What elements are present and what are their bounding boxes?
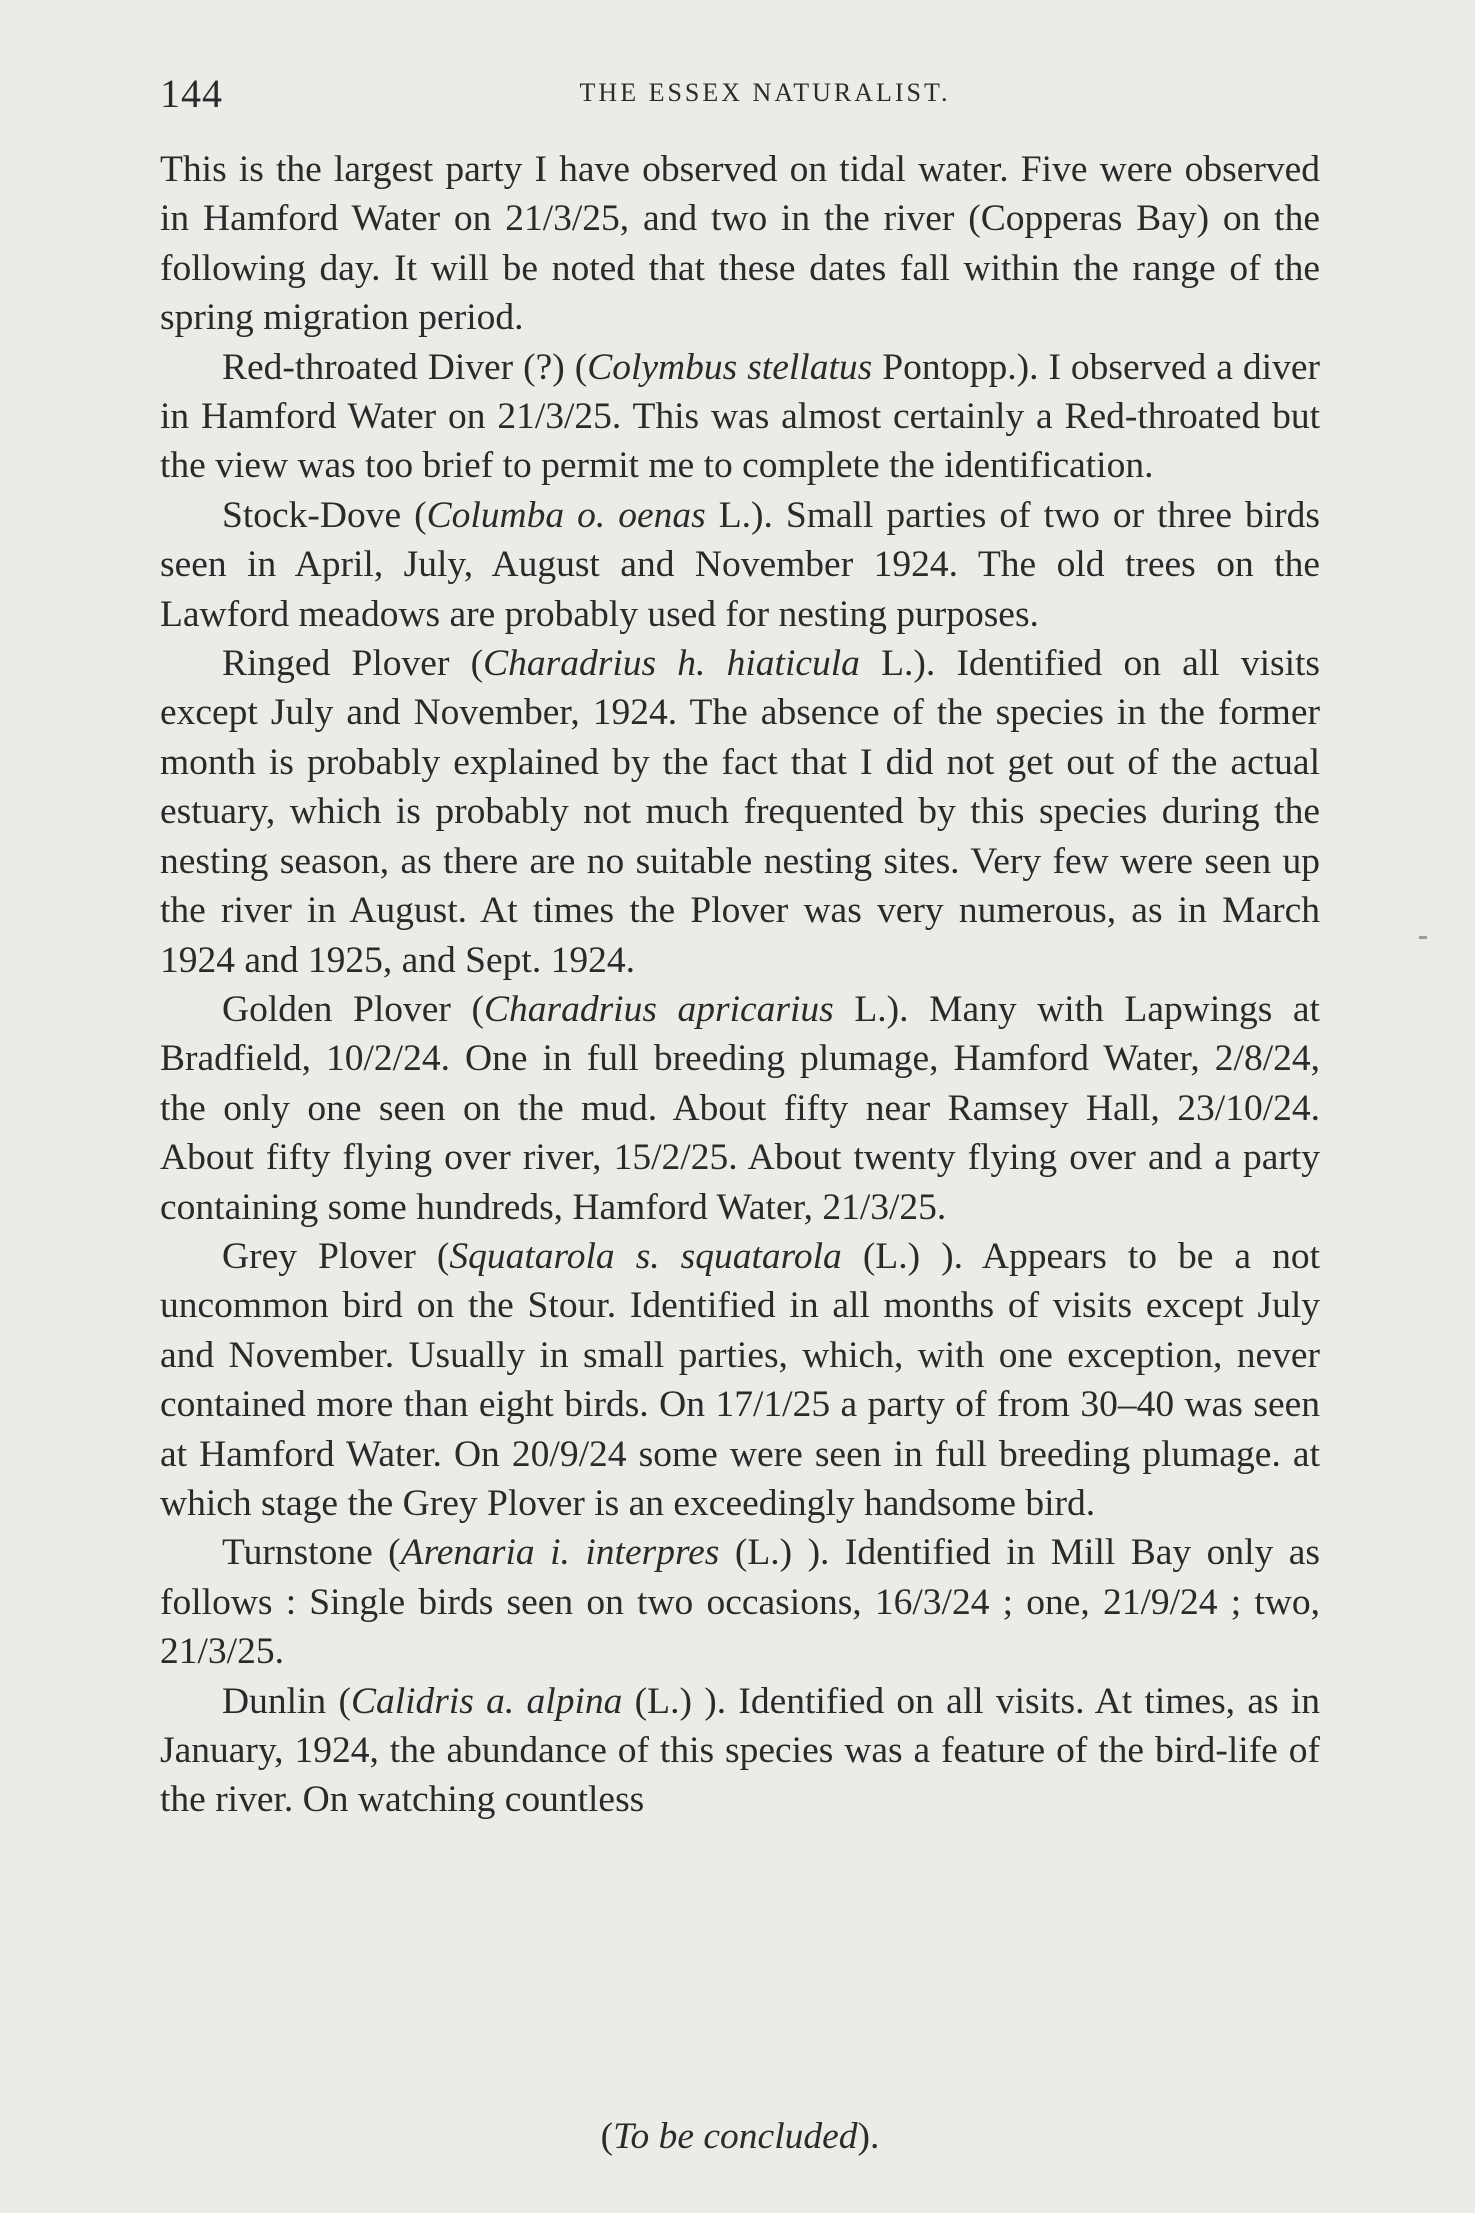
page-number: 144 — [160, 71, 223, 116]
entry-red-throated-diver — [160, 343, 1320, 491]
species-common-name: Grey Plover ( — [222, 1235, 450, 1277]
species-common-name: Ringed Plover ( — [222, 643, 484, 685]
entry-stock-dove — [160, 491, 1320, 639]
entry-grey-plover — [160, 1232, 1320, 1528]
species-scientific-name: Calidris a. alpina — [350, 1680, 623, 1722]
note-text: To be concluded — [613, 2116, 858, 2157]
species-scientific-name: Squatarola s. squatarola — [449, 1235, 842, 1277]
entry-text: L.). Identified on all visits except July and November, 1924. The absence of the species in the former month is probably explained by the fact that I did not get out of the actual estuary, which is probably not much frequented by this species during the nesting season, as there are no suitable nesting sites. Very few were seen up the river in August. At times the Plover was very numerous, as in March 1924 and 1925, and Sept. 1924. — [160, 643, 1321, 981]
paragraph-continued-from-previous-page — [160, 145, 1320, 343]
note-close: ). — [857, 2116, 880, 2157]
species-scientific-name: Columba o. oenas — [426, 494, 706, 536]
entry-ringed-plover — [160, 639, 1320, 985]
entry-turnstone — [160, 1528, 1320, 1676]
species-common-name: Stock-Dove ( — [222, 494, 427, 536]
entry-text: L.). Small parties of two or three birds seen in April, July, August and November 1924. The old trees on the Lawford meadows are probably used for nesting purposes. — [160, 494, 1321, 635]
species-common-name: Red-throated Diver (?) ( — [222, 346, 588, 388]
entry-dunlin — [160, 1677, 1320, 1825]
entry-text: (L.) ). Appears to be a not uncommon bird on the Stour. Identified in all months of visits except July and November. Usually in small parties, which, with one exception, never contained more than eight birds. On 17/1/25 a party of from 30–40 was seen at Hamford Water. On 20/9/24 some were seen in full breeding plumage. at which stage the Grey Plover is an exceedingly handsome bird. — [160, 1235, 1321, 1524]
continuation-note — [160, 2112, 1320, 2161]
entry-golden-plover — [160, 985, 1320, 1232]
entry-text: (L.) ). Identified in Mill Bay only as follows : Single birds seen on two occasions, 16/3/24 ; one, 21/9/24 ; two, 21/3/25. — [160, 1532, 1320, 1673]
print-speck — [1419, 936, 1427, 939]
note-open: ( — [600, 2116, 614, 2157]
species-common-name: Turnstone ( — [222, 1532, 401, 1574]
species-common-name: Dunlin ( — [222, 1680, 351, 1722]
species-scientific-name: Charadrius h. hiaticula — [483, 643, 860, 685]
entry-text: (L.) ). Identified on all visits. At times, as in January, 1924, the abundance of this species was a feature of the bird-life of the river. On watching countless — [160, 1680, 1320, 1821]
running-head — [160, 70, 1330, 120]
journal-title: THE ESSEX NATURALIST. — [579, 78, 951, 107]
species-common-name: Golden Plover ( — [222, 988, 484, 1030]
species-scientific-name: Arenaria i. interpres — [400, 1532, 720, 1574]
paragraph-text: This is the largest party I have observed on tidal water. Five were observed in Hamford Water on 21/3/25, and two in the river (Copperas Bay) on the following day. It will be noted that these dates fall within the range of the spring migration period. — [160, 149, 1320, 339]
species-scientific-name: Charadrius apricarius — [483, 988, 834, 1030]
entry-text: Pontopp.). I observed a diver in Hamford Water on 21/3/25. This was almost certainly a Red-throated but the view was too brief to permit me to complete the identification. — [160, 346, 1320, 487]
species-scientific-name: Colymbus stellatus — [587, 346, 873, 388]
body-text — [160, 145, 1320, 1825]
entry-text: L.). Many with Lapwings at Bradfield, 10/2/24. One in full breeding plumage, Hamford Water, 2/8/24, the only one seen on the mud. About fifty near Ramsey Hall, 23/10/24. About fifty flying over river, 15/2/25. About twenty flying over and a party containing some hundreds, Hamford Water, 21/3/25. — [160, 988, 1320, 1228]
